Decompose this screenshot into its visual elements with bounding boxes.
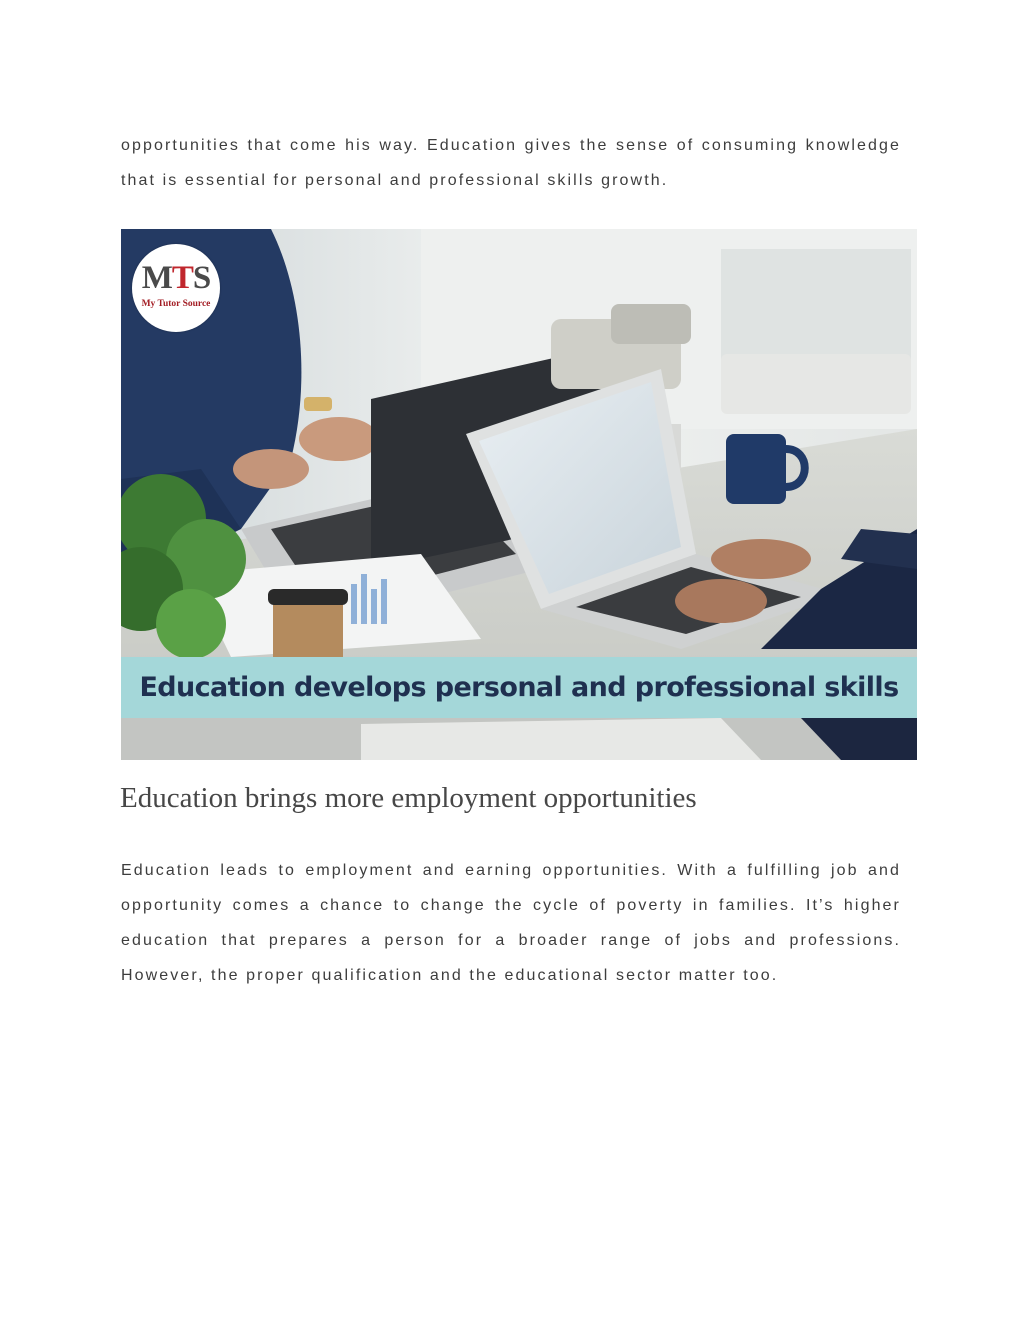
- image-banner: [121, 657, 917, 718]
- right-person-hand-1: [711, 539, 811, 579]
- brand-logo: [132, 244, 220, 332]
- coffee-mug: [726, 434, 786, 504]
- logo-letter-m: M: [141, 260, 172, 296]
- intro-paragraph: opportunities that come his way. Education gives the sense of consuming knowledge that is essential for personal and professional skills growth.: [121, 137, 901, 189]
- section-heading: Education brings more employment opportunities: [120, 782, 697, 814]
- logo-letter-s: S: [192, 260, 211, 296]
- phone-handset: [611, 304, 691, 344]
- left-person-hand-1: [299, 417, 379, 461]
- coffee-cup-lid: [268, 589, 348, 605]
- wristwatch: [304, 397, 332, 411]
- paper-chart-bar-4: [381, 579, 387, 624]
- paper-chart-bar-3: [371, 589, 377, 624]
- logo-letter-t: T: [171, 260, 193, 296]
- left-person-hand-2: [233, 449, 309, 489]
- article-illustration: [121, 229, 917, 760]
- paper-chart-bar-2: [361, 574, 367, 624]
- shelf: [721, 249, 911, 359]
- notebook: [361, 718, 761, 760]
- section-paragraph: Education leads to employment and earning opportunities. With a fulfilling job and opportunity comes a chance to change the cycle of poverty in families. It’s higher education that prepares a person for a broader range of jobs and professions. However, the proper qualification and the educational sector matter too.: [121, 862, 901, 984]
- logo-mark: [132, 262, 220, 295]
- logo-subtitle: My Tutor Source: [141, 299, 211, 309]
- plant-leaves-4: [156, 589, 226, 659]
- paper-chart-bar-1: [351, 584, 357, 624]
- banner-text: Education develops personal and professional skills: [139, 672, 899, 703]
- right-person-hand-2: [675, 579, 767, 623]
- paper-tray: [721, 354, 911, 414]
